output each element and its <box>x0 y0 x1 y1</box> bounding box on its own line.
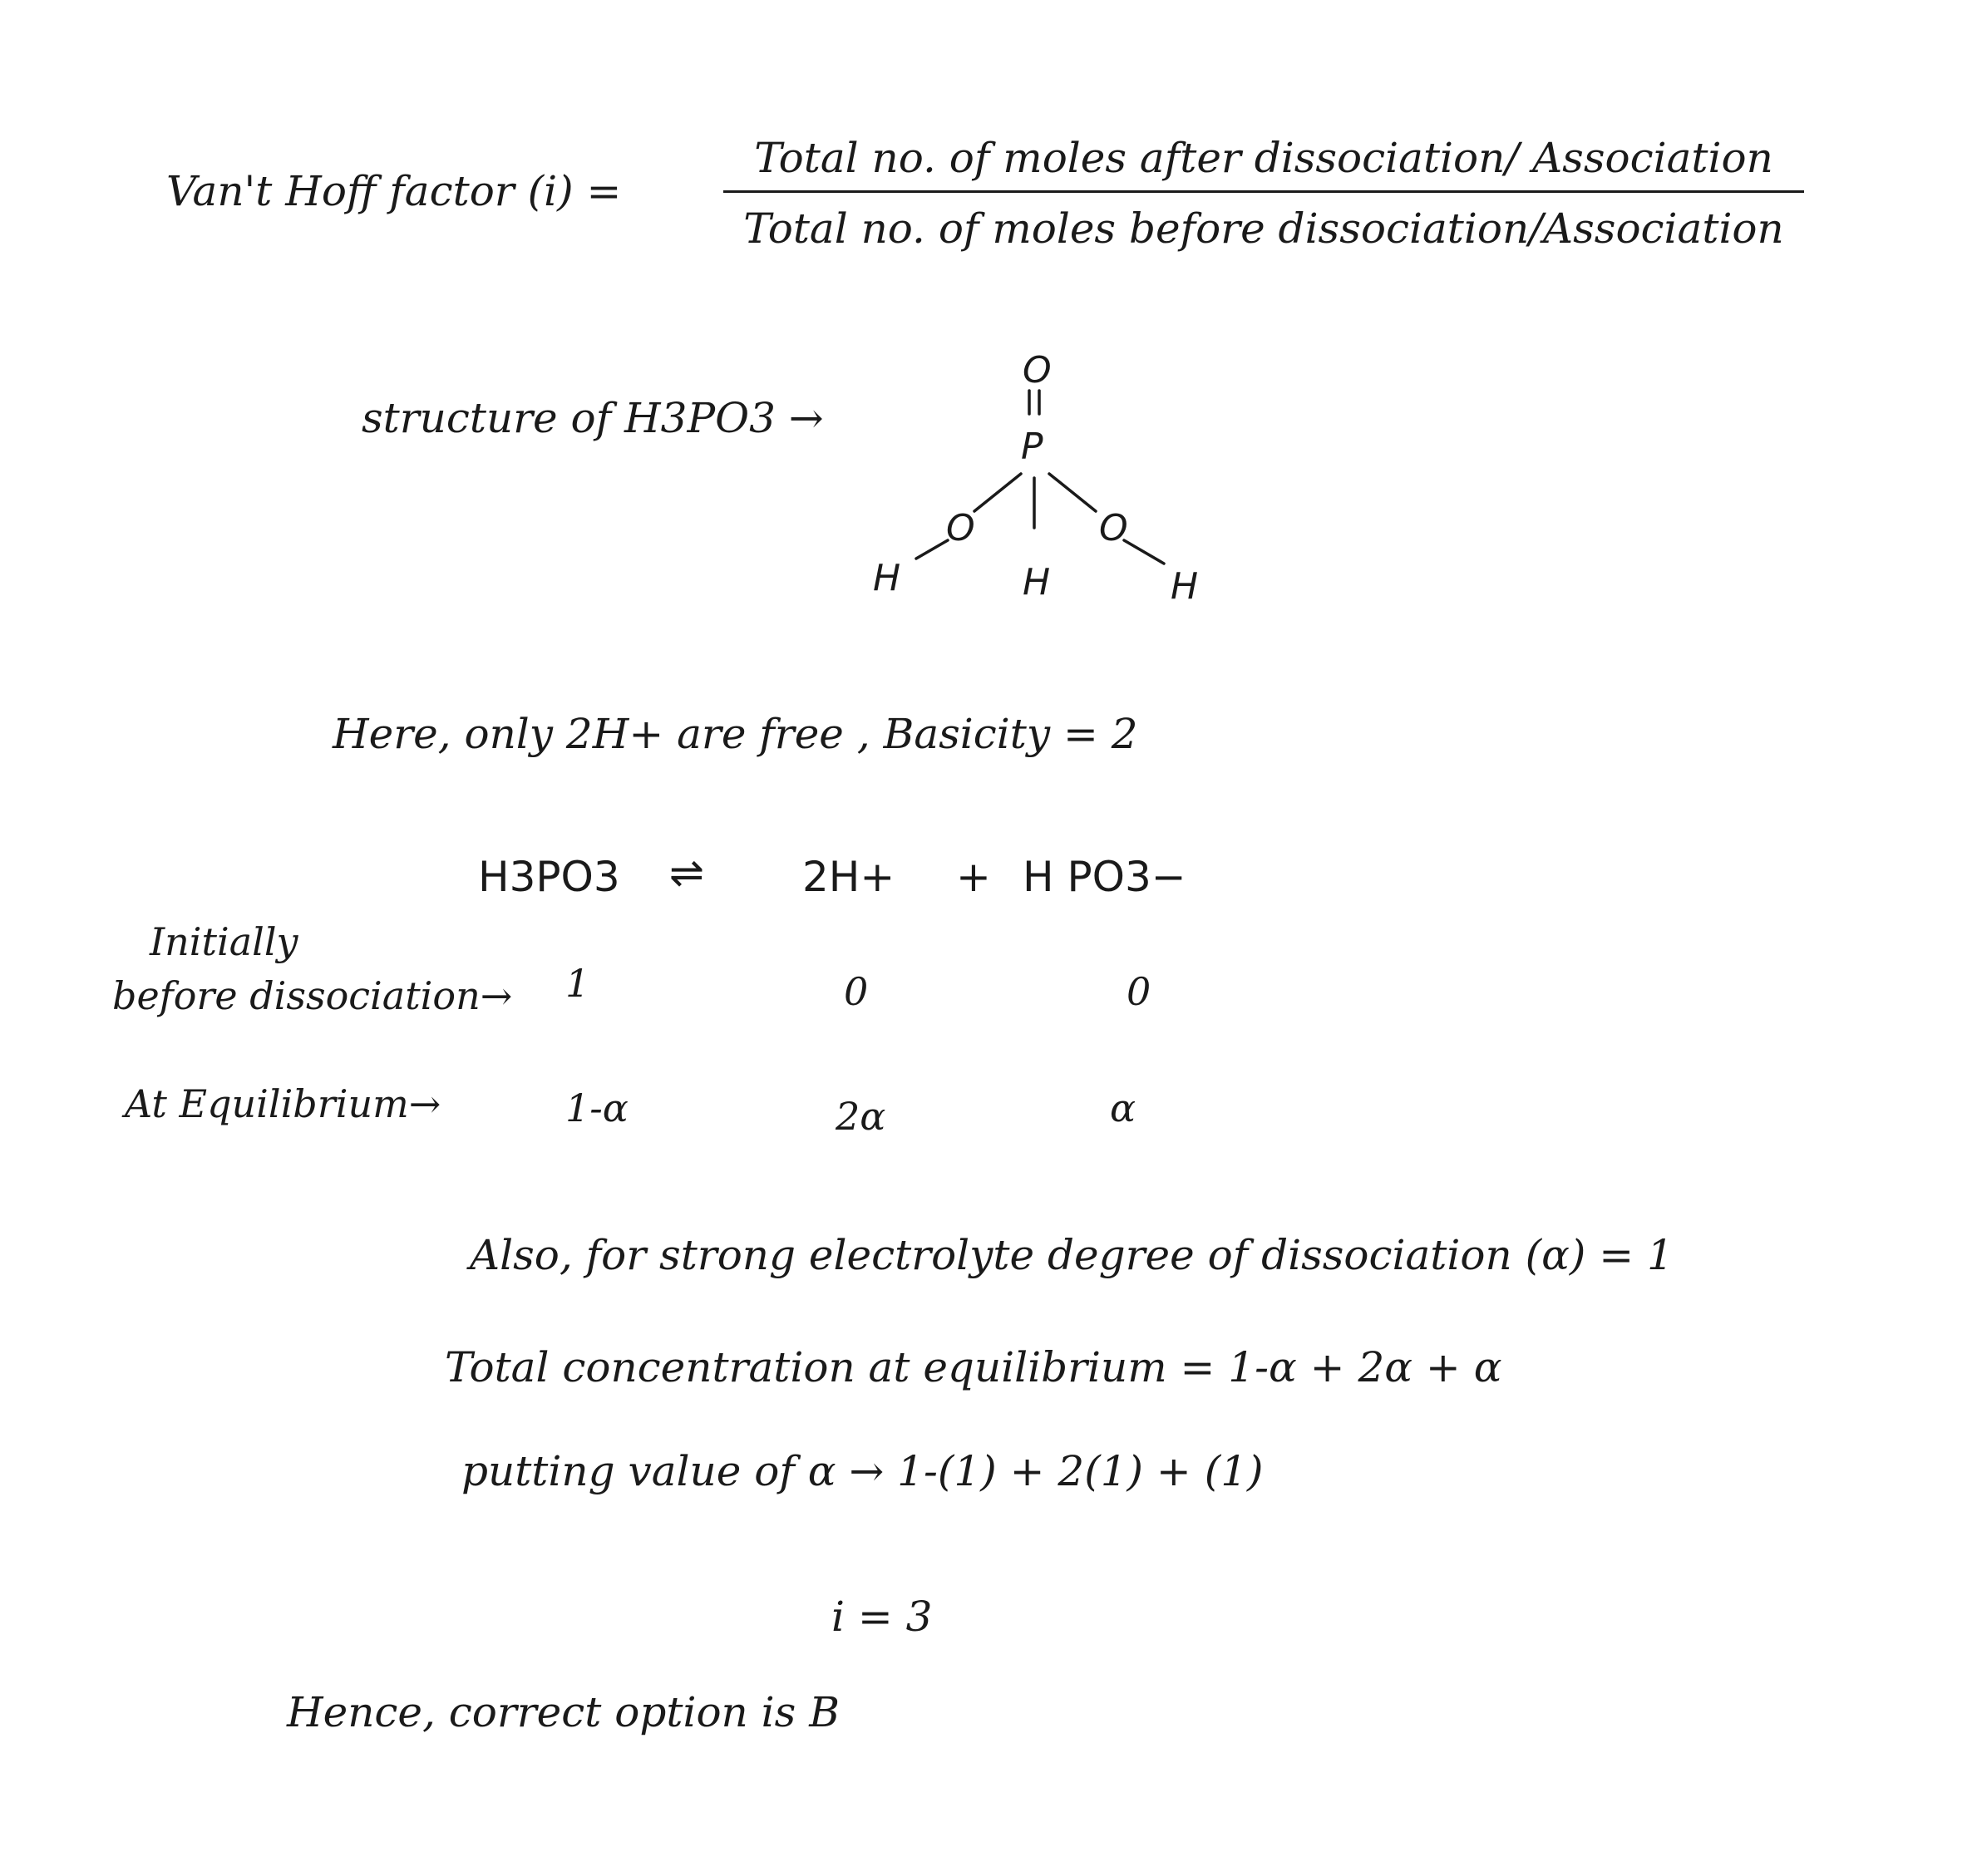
equilibrium-label: At Equilibrium→ <box>125 1081 441 1126</box>
equilibrium-value-product-1: 2α <box>836 1094 886 1139</box>
fraction-bar <box>723 190 1804 193</box>
initial-value-product-1: 0 <box>844 969 869 1014</box>
equilibrium-arrow: ⇌ <box>669 849 704 897</box>
total-concentration-line: Total concentration at equilibrium = 1-α + 2α + α <box>445 1343 1502 1391</box>
strong-electrolyte-line: Also, for strong electrolyte degree of dissociation (α) = 1 <box>470 1231 1674 1279</box>
oxygen-top-atom: O <box>1023 349 1052 391</box>
vant-hoff-denominator: Total no. of moles before dissociation/Association <box>743 204 1784 253</box>
vant-hoff-fraction <box>723 134 1804 253</box>
answer-line: Hence, correct option is B <box>287 1688 840 1736</box>
initial-value-reactant: 1 <box>565 961 590 1006</box>
hydrogen-middle-atom: H <box>1023 561 1051 603</box>
hydrogen-left-atom: H <box>873 557 901 599</box>
vant-hoff-numerator: Total no. of moles after dissociation/ Association <box>754 134 1773 182</box>
equilibrium-value-product-2: α <box>1110 1086 1136 1130</box>
oxygen-right-atom: O <box>1099 507 1128 549</box>
result-line: i = 3 <box>831 1593 933 1641</box>
h3po3-structure-diagram <box>831 341 1264 623</box>
equation-plus: + <box>956 853 991 901</box>
equation-reactant: H3PO3 <box>478 853 620 901</box>
structure-label: structure of H3PO3 → <box>362 394 824 442</box>
putting-value-line: putting value of α → 1-(1) + 2(1) + (1) <box>461 1447 1264 1495</box>
vant-hoff-lhs: Van't Hoff factor (i) = <box>166 167 622 215</box>
oxygen-left-atom: O <box>946 507 975 549</box>
initial-label-line-2: before dissociation→ <box>112 973 513 1018</box>
initial-value-product-2: 0 <box>1127 969 1151 1014</box>
hydrogen-right-atom: H <box>1171 565 1199 608</box>
equation-product-2: H PO3− <box>1023 853 1186 901</box>
initial-label-line-1: Initially <box>150 919 298 964</box>
equation-product-1: 2H+ <box>802 853 895 901</box>
phosphorus-atom: P <box>1021 426 1043 468</box>
equilibrium-value-reactant: 1-α <box>565 1086 629 1130</box>
basicity-line: Here, only 2H+ are free , Basicity = 2 <box>333 710 1138 758</box>
